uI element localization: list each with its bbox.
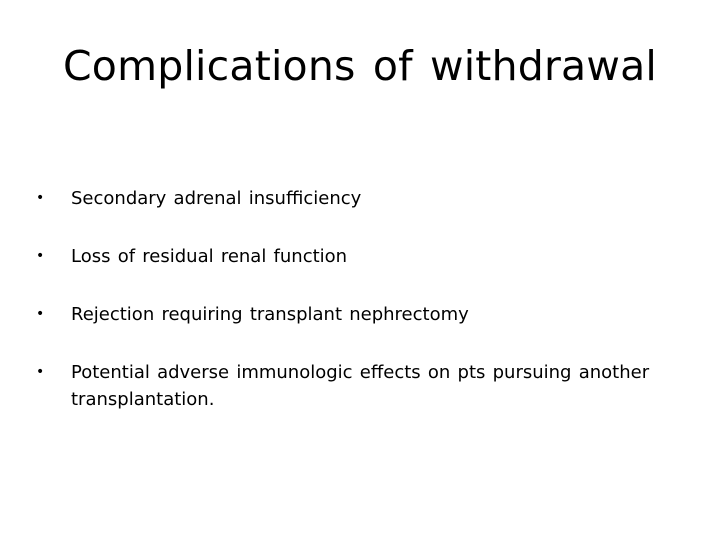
bullet-icon: •: [36, 190, 45, 206]
bullet-list: [36, 185, 676, 444]
slide-title: Complications of withdrawal: [62, 42, 658, 90]
bullet-icon: •: [36, 364, 45, 380]
bullet-item: [36, 359, 676, 413]
bullet-icon: •: [36, 306, 45, 322]
bullet-text: Secondary adrenal insufficiency: [71, 188, 362, 209]
bullet-text: Potential adverse immunologic effects on pts pursuing another transplantation.: [71, 362, 650, 410]
bullet-text: Loss of residual renal function: [71, 246, 348, 267]
bullet-icon: •: [36, 248, 45, 264]
bullet-item: [36, 301, 676, 328]
bullet-item: [36, 243, 676, 270]
bullet-text: Rejection requiring transplant nephrectomy: [71, 304, 469, 325]
bullet-item: [36, 185, 676, 212]
